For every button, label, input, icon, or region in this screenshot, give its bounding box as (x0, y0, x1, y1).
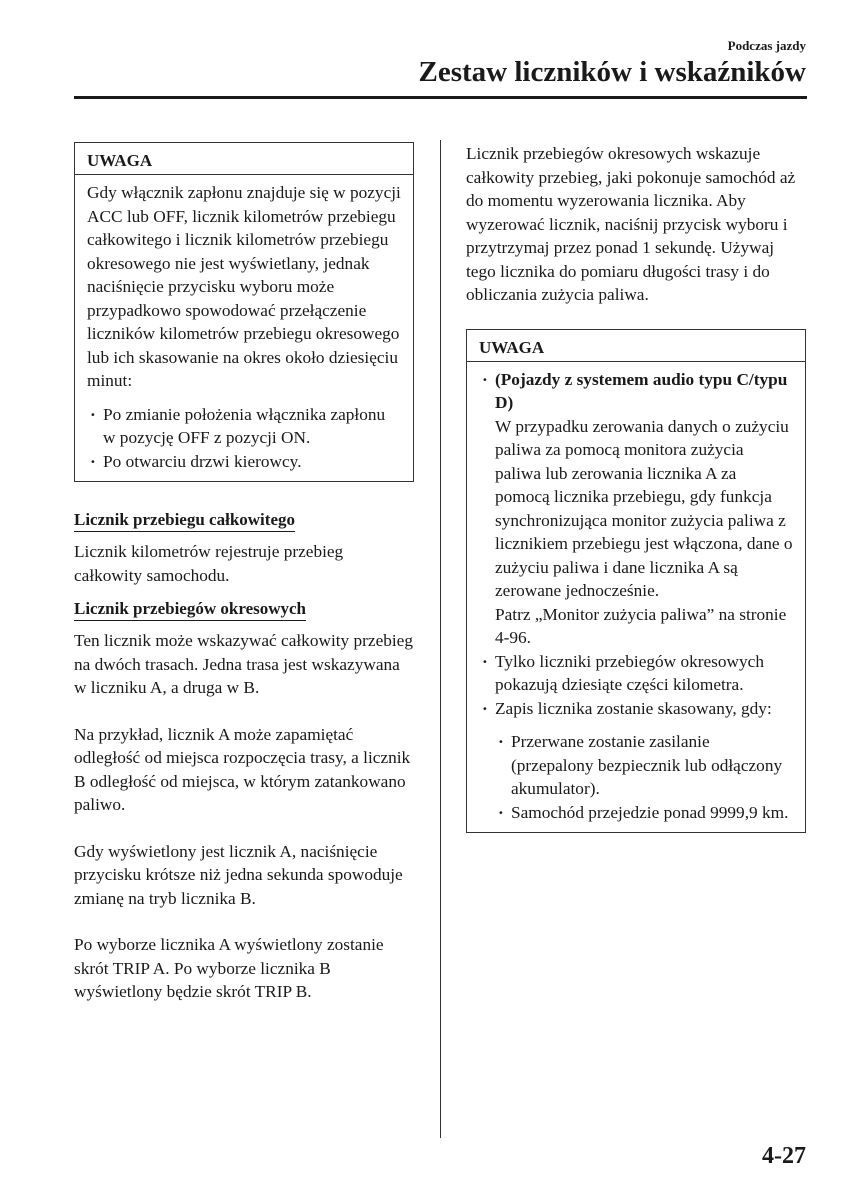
left-column (74, 142, 414, 1004)
notice-box-right (466, 329, 806, 834)
trip-paragraph: Ten licznik może wskazywać całkowity przebieg na dwóch trasach. Jedna trasa jest wskazywana w liczniku A, a druga w B. (74, 631, 413, 697)
notice-bullet-bold: (Pojazdy z systemem audio typu C/typu D) (495, 369, 788, 412)
odometer-heading: Licznik przebiegu całkowitego (74, 509, 295, 532)
notice-bullet (479, 697, 793, 825)
header-rule (74, 96, 807, 99)
trip-paragraph: Po wyborze licznika A wyświetlony zostanie skrót TRIP A. Po wyborze licznika B wyświetlony będzie skrót TRIP B. (74, 935, 384, 1001)
section-label: Podczas jazdy (727, 38, 806, 53)
odometer-section (74, 508, 414, 587)
notice-bullet-text: Zapis licznika zostanie skasowany, gdy: (495, 698, 772, 718)
notice-bullet: · Tylko liczniki przebiegów okresowych pokazują dziesiąte części kilometra. (479, 650, 793, 697)
trip-paragraph: Na przykład, licznik A może zapamiętać odległość od miejsca rozpoczęcia trasy, a licznik B odległość od miejsca, w którym zatankowano paliwo. (74, 724, 411, 814)
page-number: 4-27 (762, 1143, 806, 1169)
notice-sub-bullet-list (495, 730, 793, 824)
notice-box-left (74, 142, 414, 482)
notice-bullet-list (479, 368, 793, 825)
notice-sub-bullet: · Przerwane zostanie zasilanie (przepalony bezpiecznik lub odłączony akumulator). (495, 730, 793, 801)
right-column (466, 142, 806, 833)
notice-bullet (479, 368, 793, 650)
notice-title: UWAGA (467, 330, 805, 362)
trip-section (74, 597, 414, 1004)
trip-paragraph: Gdy wyświetlony jest licznik A, naciśnięcie przycisku krótsze niż jedna sekunda spowoduje zmianę na tryb licznika B. (74, 841, 403, 908)
trip-heading: Licznik przebiegów okresowych (74, 598, 306, 621)
notice-text: Gdy włącznik zapłonu znajduje się w pozycji ACC lub OFF, licznik kilometrów przebiegu całkowitego i licznik kilometrów przebiegu okresowego nie jest wyświetlany, jednak naciśnięcie przycisku wyboru może przypadkowo spowodować przełączenie liczników kilometrów przebiegu okresowego lub ich skasowanie na okres około dziesięciu minut: (87, 183, 401, 390)
odometer-text: Licznik kilometrów rejestruje przebieg całkowity samochodu. (74, 542, 344, 585)
notice-body (467, 362, 805, 833)
notice-sub-bullet: · Samochód przejedzie ponad 9999,9 km. (495, 801, 793, 825)
notice-bullet-text: W przypadku zerowania danych o zużyciu paliwa za pomocą monitora zużycia paliwa lub zerowania licznika A za pomocą licznika przebiegu, gdy funkcja synchronizująca monitor zużycia paliwa z licznikiem przebiegu jest włączona, dane o zużyciu paliwa i dane licznika A są zerowane jednocześnie. (495, 416, 793, 600)
trip-intro-text: Licznik przebiegów okresowych wskazuje całkowity przebieg, jaki pokonuje samochód aż do momentu wyzerowania licznika. Aby wyzerować licznik, naciśnij przycisk wyboru i przytrzymaj przez ponad 1 sekundę. Używaj tego licznika do pomiaru długości trasy i do obliczania zużycia paliwa. (466, 144, 796, 304)
notice-body (75, 175, 413, 481)
column-divider (440, 140, 441, 1138)
notice-bullet-list (87, 403, 401, 474)
page-title: Zestaw liczników i wskaźników (418, 56, 806, 88)
notice-bullet-reference: Patrz „Monitor zużycia paliwa” na stronie 4-96. (495, 604, 787, 647)
notice-bullet: · Po otwarciu drzwi kierowcy. (87, 450, 401, 474)
notice-title: UWAGA (75, 143, 413, 175)
notice-bullet: · Po zmianie położenia włącznika zapłonu w pozycję OFF z pozycji ON. (87, 403, 401, 450)
